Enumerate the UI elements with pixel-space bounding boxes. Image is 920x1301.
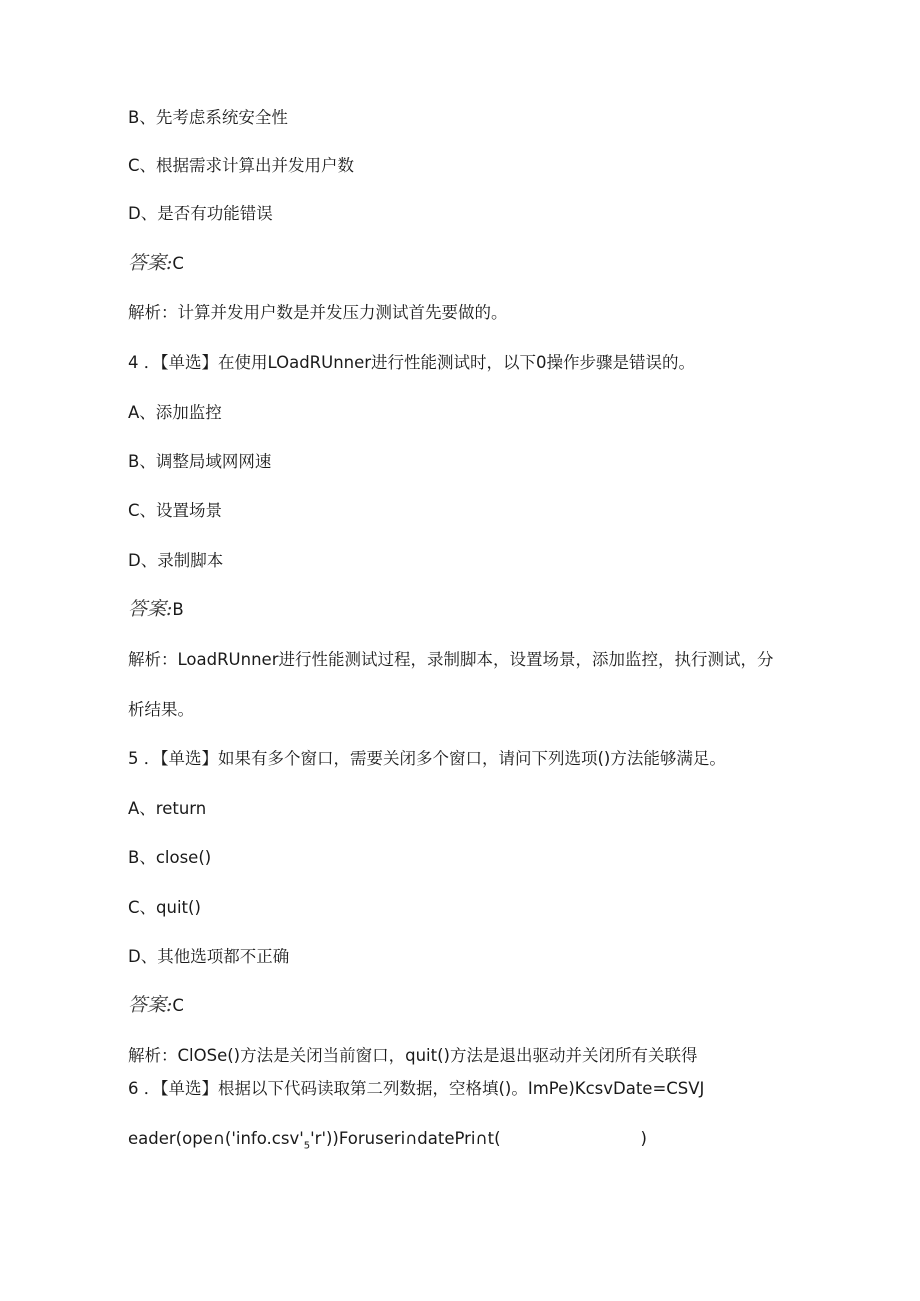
answer-label: 答案: bbox=[128, 598, 173, 620]
q4-answer bbox=[128, 597, 184, 622]
q4-explanation-line2: 析结果。 bbox=[128, 700, 194, 719]
q6-code-start: eader(ope∩('info.csv' bbox=[128, 1129, 304, 1148]
q3-explanation: 解析：计算并发用户数是并发压力测试首先要做的。 bbox=[128, 303, 508, 322]
q3-option-b: B、先考虑系统安全性 bbox=[128, 108, 288, 127]
q5-option-c: C、quit() bbox=[128, 898, 201, 917]
q5-question: 5 ．【单选】如果有多个窗口，需要关闭多个窗口，请问下列选项()方法能够满足。 bbox=[128, 749, 726, 768]
q4-option-a: A、添加监控 bbox=[128, 403, 222, 422]
q4-option-b: B、调整局域网网速 bbox=[128, 452, 272, 471]
q4-question: 4 ．【单选】在使用LOadRUnner进行性能测试时，以下0操作步骤是错误的。 bbox=[128, 353, 696, 372]
answer-label: 答案: bbox=[128, 252, 173, 274]
q3-option-d: D、是否有功能错误 bbox=[128, 204, 273, 223]
q3-answer bbox=[128, 251, 184, 276]
q6-code-sub: 5 bbox=[303, 1140, 311, 1152]
q5-option-b: B、close() bbox=[128, 848, 212, 867]
q3-option-c: C、根据需求计算出并发用户数 bbox=[128, 156, 355, 175]
q5-option-d: D、其他选项都不正确 bbox=[128, 947, 290, 966]
q5-answer bbox=[128, 993, 184, 1018]
answer-label: 答案: bbox=[128, 994, 173, 1016]
q4-option-c: C、设置场景 bbox=[128, 501, 223, 520]
q6-question-line2 bbox=[128, 1127, 647, 1158]
answer-value: C bbox=[172, 996, 184, 1015]
q6-code-end: ) bbox=[640, 1129, 647, 1148]
q6-code-mid: 'r'))Foruseri∩datePri∩t( bbox=[310, 1129, 501, 1148]
answer-value: C bbox=[172, 254, 184, 273]
q5-option-a: A、return bbox=[128, 799, 207, 818]
q6-question-line1: 6 ．【单选】根据以下代码读取第二列数据，空格填()。ImPe)KcsvDate=CSVJ bbox=[128, 1079, 705, 1098]
q4-option-d: D、录制脚本 bbox=[128, 551, 224, 570]
answer-value: B bbox=[172, 600, 184, 619]
q4-explanation-line1: 解析：LoadRUnner进行性能测试过程，录制脚本，设置场景，添加监控，执行测试，分 bbox=[128, 650, 774, 669]
q5-explanation: 解析：ClOSe()方法是关闭当前窗口，quit()方法是退出驱动并关闭所有关联得 bbox=[128, 1046, 698, 1065]
